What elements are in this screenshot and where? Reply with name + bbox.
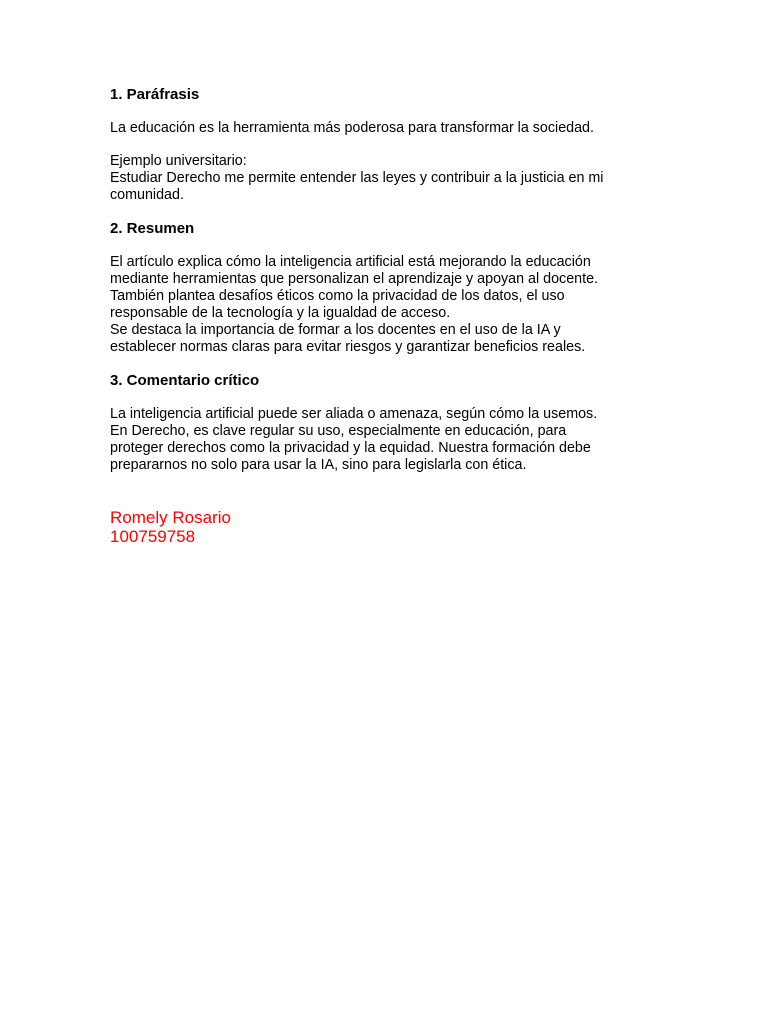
text-line: También plantea desafíos éticos como la privacidad de los datos, el uso xyxy=(110,288,565,304)
text-line: comunidad. xyxy=(110,187,184,203)
text-line: responsable de la tecnología y la igualdad de acceso. xyxy=(110,305,451,321)
paragraph-parafrasis xyxy=(110,120,670,137)
section-heading-resumen: 2. Resumen xyxy=(110,220,195,237)
text-line: Ejemplo universitario: xyxy=(110,153,247,169)
text-line: Se destaca la importancia de formar a los docentes en el uso de la IA y xyxy=(110,322,561,338)
text-line: prepararnos no solo para usar la IA, sino para legislarla con ética. xyxy=(110,457,527,473)
paragraph-resumen xyxy=(110,254,670,356)
text-line: proteger derechos como la privacidad y la equidad. Nuestra formación debe xyxy=(110,440,591,456)
document-page xyxy=(110,86,670,546)
paragraph-comentario xyxy=(110,406,670,474)
text-line: El artículo explica cómo la inteligencia artificial está mejorando la educación xyxy=(110,254,591,270)
text-line: mediante herramientas que personalizan el aprendizaje y apoyan al docente. xyxy=(110,271,598,287)
text-line: En Derecho, es clave regular su uso, especialmente en educación, para xyxy=(110,423,567,439)
text-line: Estudiar Derecho me permite entender las leyes y contribuir a la justicia en mi xyxy=(110,170,604,186)
signature-block xyxy=(110,508,670,546)
text-line: La inteligencia artificial puede ser aliada o amenaza, según cómo la usemos. xyxy=(110,406,598,422)
text-line: establecer normas claras para evitar riesgos y garantizar beneficios reales. xyxy=(110,339,586,355)
author-name: Romely Rosario xyxy=(110,508,231,527)
student-id: 100759758 xyxy=(110,527,196,546)
text-line: La educación es la herramienta más poderosa para transformar la sociedad. xyxy=(110,120,594,136)
section-heading-parafrasis: 1. Paráfrasis xyxy=(110,86,200,103)
section-heading-comentario: 3. Comentario crítico xyxy=(110,372,260,389)
paragraph-ejemplo xyxy=(110,153,670,204)
